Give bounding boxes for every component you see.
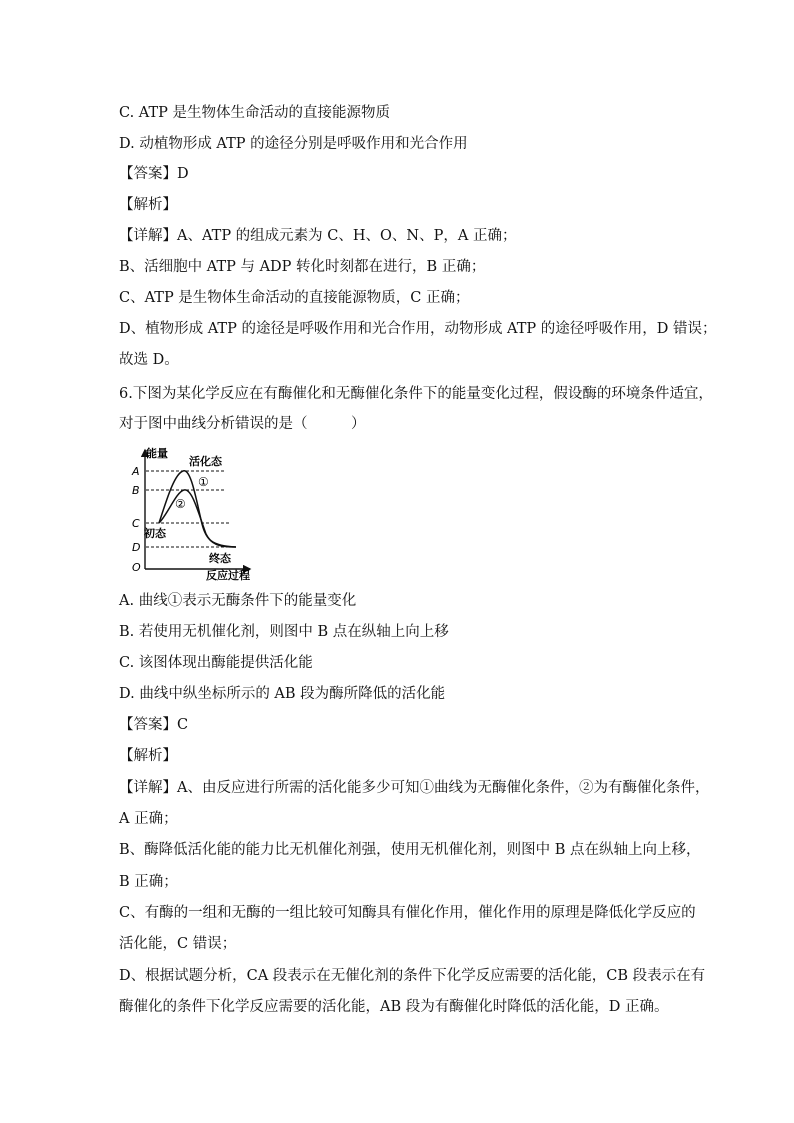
final-state-label: 终态 [209,552,231,565]
x-axis-label: 反应过程 [206,569,250,582]
tick-a: A [132,465,140,478]
tick-d: D [132,541,141,554]
option-c: C. 该图体现出酶能提供活化能 [119,655,313,671]
curve-2-label: ② [175,497,186,511]
answer-label-1: 【答案】D [119,166,189,182]
analysis-label-1: 【解析】 [119,197,177,213]
conclusion-1: 故选 D。 [119,352,179,368]
option-c-prev: C. ATP 是生物体生命活动的直接能源物质 [119,105,391,121]
option-d-prev: D. 动植物形成 ATP 的途径分别是呼吸作用和光合作用 [119,136,468,152]
detail-d-2-cont: 酶催化的条件下化学反应需要的活化能，AB 段为有酶催化时降低的活化能，D 正确。 [119,999,669,1015]
detail-c-1: C、ATP 是生物体生命活动的直接能源物质，C 正确； [119,290,470,306]
energy-diagram [126,444,256,582]
option-b: B. 若使用无机催化剂，则图中 B 点在纵轴上向上移 [119,624,449,640]
energy-diagram-svg [126,444,256,582]
detail-c-2: C、有酶的一组和无酶的一组比较可知酶具有催化作用，催化作用的原理是降低化学反应的 [119,905,696,921]
active-state-label: 活化态 [189,455,222,468]
question-6-stem-cont: 对于图中曲线分析错误的是（ ） [119,416,366,432]
tick-b: B [132,484,140,497]
detail-a-2-cont: A 正确； [119,811,178,827]
question-6-stem: 6.下图为某化学反应在有酶催化和无酶催化条件下的能量变化过程，假设酶的环境条件适宜， [119,386,713,402]
option-a: A. 曲线①表示无酶条件下的能量变化 [119,593,357,609]
curve-2 [159,490,236,547]
detail-d-1: D、植物形成 ATP 的途径是呼吸作用和光合作用，动物形成 ATP 的途径呼吸作用，D 错误； [119,321,717,337]
detail-b-2-cont: B 正确； [119,874,178,890]
y-axis-label: 能量 [146,447,168,460]
detail-d-2: D、根据试题分析，CA 段表示在无催化剂的条件下化学反应需要的活化能，CB 段表示在有 [119,968,706,984]
detail-c-2-cont: 活化能，C 错误； [119,936,237,952]
initial-state-label: 初态 [144,527,166,540]
detail-b-2: B、酶降低活化能的能力比无机催化剂强，使用无机催化剂，则图中 B 点在纵轴上向上移， [119,842,701,858]
answer-label-2: 【答案】C [119,717,189,733]
origin-o: O [132,561,141,574]
detail-a-2: 【详解】A、由反应进行所需的活化能多少可知①曲线为无酶催化条件，②为有酶催化条件， [119,780,710,796]
option-d: D. 曲线中纵坐标所示的 AB 段为酶所降低的活化能 [119,686,446,702]
detail-b-1: B、活细胞中 ATP 与 ADP 转化时刻都在进行，B 正确； [119,259,486,275]
analysis-label-2: 【解析】 [119,748,177,764]
detail-a-1: 【详解】A、ATP 的组成元素为 C、H、O、N、P，A 正确； [119,228,517,244]
tick-c: C [132,517,140,530]
curve-1-label: ① [198,475,209,489]
